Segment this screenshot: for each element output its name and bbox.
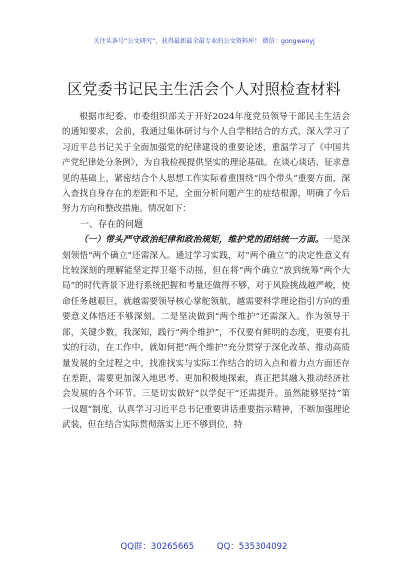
subsection-body: 一是深刻领悟“两个确立”还需深入。通过学习实践，对“两个确立”的决定性意义有比较深刻的理解能坚定捍卫毫不动摇，但在将“两个确立”放到统筹“两个大局”的时代背景下进行系统把握和考量还做得不够，对于风险挑战越严峻，使命任务越艰巨，就越需要领导核心掌舵领航，越需要科学理论指引方向的重要意义体悟还不够深刻。二是坚决做到“两个维护”还需深入。作为领导干部，关键少数，我深知，践行“两个维护”，不仅要有鲜明的态度，更要有扎实的行动，在工作中，就如何把“两个维护”充分贯穿于深化改革、推动高质量发展的全过程之中，找准找实与实际工作结合的切入点和着力点方面还存在差距，需要更加深入地思考、更加积极地探索，真正把其融入推动经济社会发展的各个环节。三是切实做好“以学促干”还需提升。虽然能够坚持“第一议题”制度，认真学习习近平总书记重要讲话重要指示精神，不断加强理论武装，但在结合实际贯彻落实上还不够到位，特	[62, 235, 350, 431]
qq-group-text: QQ群：30265665	[120, 542, 195, 552]
document-body	[62, 110, 350, 434]
subsection-paragraph	[62, 233, 350, 433]
promo-header: 关注头条号“公文研究”，获得最新最全最专业的公文资料库！ 微信：gongwenyj	[93, 38, 315, 45]
qq-text: QQ：535304092	[216, 542, 288, 552]
document-title: 区党委书记民主生活会个人对照检查材料	[67, 80, 341, 98]
section-heading: 一、存在的问题	[80, 219, 144, 230]
subsection-lead: （一）带头严守政治纪律和政治规矩，维护党的团结统一方面。	[79, 235, 324, 246]
intro-paragraph: 根据市纪委、市委组织部关于开好2024年度党员领导干部民主生活会的通知要求，会前，我通过集体研讨与个人自学相结合的方式，深入学习了习近平总书记关于全面加强党的纪律建设的重要论述，重温学习了《中国共产党纪律处分条例》，为自我检视提供坚实的理论基础。在谈心谈话、征求意见的基础上，紧密结合个人思想工作实际着重围绕“四个带头”重要方面，深入查找自身存在的差距和不足，全面分析问题产生的症结根源，明确了今后努力方向和整改措施。情况如下：	[62, 112, 350, 215]
contact-footer	[0, 540, 408, 552]
